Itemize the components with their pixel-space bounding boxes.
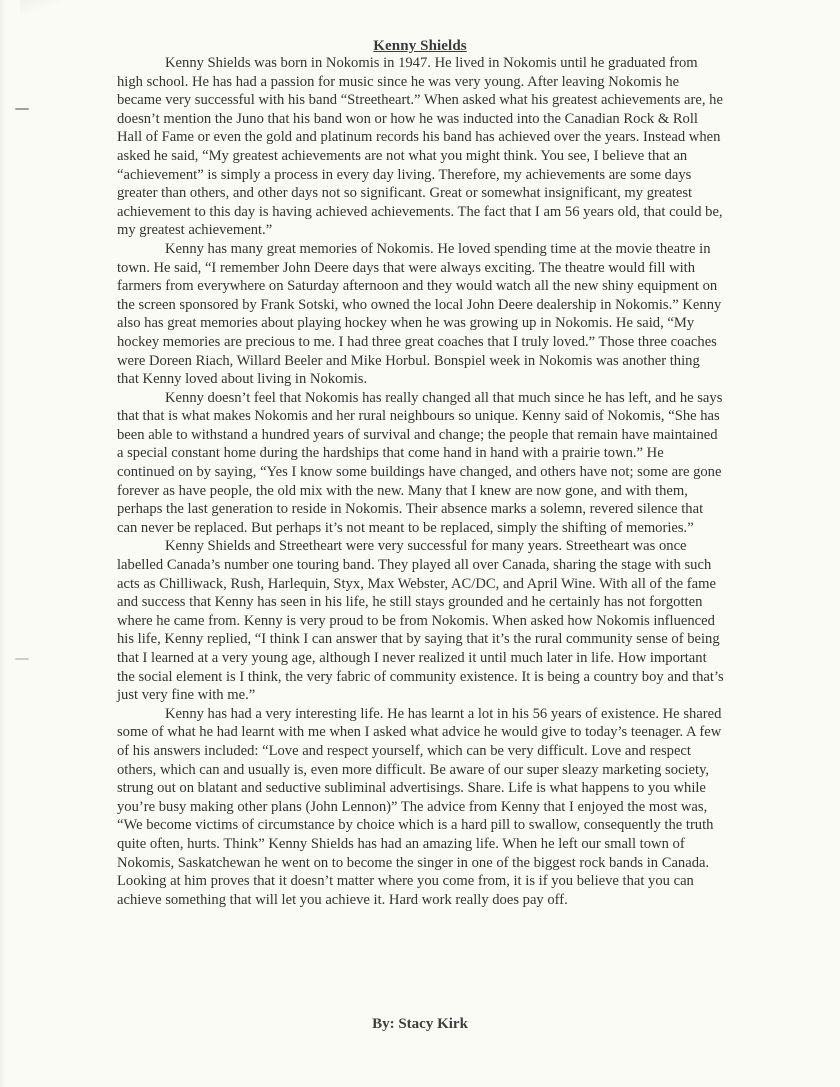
article-paragraph: Kenny doesn’t feel that Nokomis has really changed all that much since he has left, and he says that that is what makes Nokomis and her rural neighbours so unique. Kenny said of Nokomis, “She has been able to withstand a hundred years of survival and change; the people that remain have maintained a special constant home during the hardships that come hand in hand with a prairie town.” He continued on by saying, “Yes I know some buildings have changed, and others have not; some are gone forever as have people, the old mix with the new. Many that I knew are now gone, and with them, perhaps the last generation to reside in Nokomis. Their absence marks a solemn, revered silence that can never be replaced. But perhaps it’s not meant to be replaced, simply the shifting of memories.”	[117, 389, 723, 536]
margin-pen-mark	[15, 658, 29, 660]
article-paragraph: Kenny Shields was born in Nokomis in 1947. He lived in Nokomis until he graduated from high school. He has had a passion for music since he was very young. After leaving Nokomis he became very successful with his band “Streetheart.” When asked what his greatest achievements are, he doesn’t mention the Juno that his band won or how he was inducted into the Canadian Rock & Roll Hall of Fame or even the gold and platinum records his band has achieved over the years. Instead when asked he said, “My greatest achievements are not what you might think. You see, I believe that an “achievement” is simply a process in every day living. Therefore, my achievements are some days greater than others, and other days not so significant. Great or somewhat insignificant, my greatest achievement to this day is having achieved achievements. The fact that I am 56 years old, that could be, my greatest achievement.”	[117, 55, 723, 239]
article-paragraph: Kenny has had a very interesting life. He has learnt a lot in his 56 years of existence. He shared some of what he had learnt with me when I asked what advice he would give to today’s teenager. A few of his answers included: “Love and respect yourself, which can be very difficult. Love and respect others, which can and usually is, even more difficult. Be aware of our super sleazy marketing society, strung out on blatant and seductive subliminal advertisings. Share. Life is what happens to you while you’re busy making other plans (John Lennon)” The advice from Kenny that I enjoyed the most was, “We become victims of circumstance by choice which is a hard pill to swallow, consequently the truth quite often, hurts. Think” Kenny Shields has had an amazing life. When he left our small town of Nokomis, Saskatchewan he went on to become the singer in one of the biggest rock bands in Canada. Looking at him proves that it doesn’t matter where you come from, it is if you believe that you can achieve something that will let you achieve it. Hard work really does pay off.	[117, 705, 722, 908]
article-paragraph: Kenny Shields and Streetheart were very successful for many years. Streetheart was once labelled Canada’s number one touring band. They played all over Canada, sharing the stage with such acts as Chilliwack, Rush, Harlequin, Styx, Max Webster, AC/DC, and April Wine. With all of the fame and success that Kenny has seen in his life, he still stays grounded and he certainly has not forgotten where he came from. Kenny is very proud to be from Nokomis. When asked how Nokomis influenced his life, Kenny replied, “I think I can answer that by saying that it’s the rural community sense of being that I learned at a very young age, although I never realized it until much later in life. How important the social element is I think, the very fabric of community existence. It is being a country boy and that’s just very fine with me.”	[117, 538, 724, 704]
margin-pen-mark	[15, 108, 29, 110]
page-corner-fold	[20, 0, 60, 14]
author-byline: By: Stacy Kirk	[372, 1016, 468, 1032]
article-body	[117, 54, 724, 909]
article-paragraph: Kenny has many great memories of Nokomis. He loved spending time at the movie theatre in town. He said, “I remember John Deere days that were always exciting. The theatre would fill with farmers from everywhere on Saturday afternoon and they would watch all the new shiny equipment on the screen sponsored by Frank Sotski, who owned the local John Deere dealership in Nokomis.” Kenny also has great memories about playing hockey when he was growing up in Nokomis. He said, “My hockey memories are precious to me. I had three great coaches that I truly loved.” Those three coaches were Doreen Riach, Willard Beeler and Mike Horbul. Bonspiel week in Nokomis was another thing that Kenny loved about living in Nokomis.	[117, 240, 722, 388]
page-edge-shadow	[0, 0, 6, 1087]
article-title: Kenny Shields	[373, 38, 467, 54]
